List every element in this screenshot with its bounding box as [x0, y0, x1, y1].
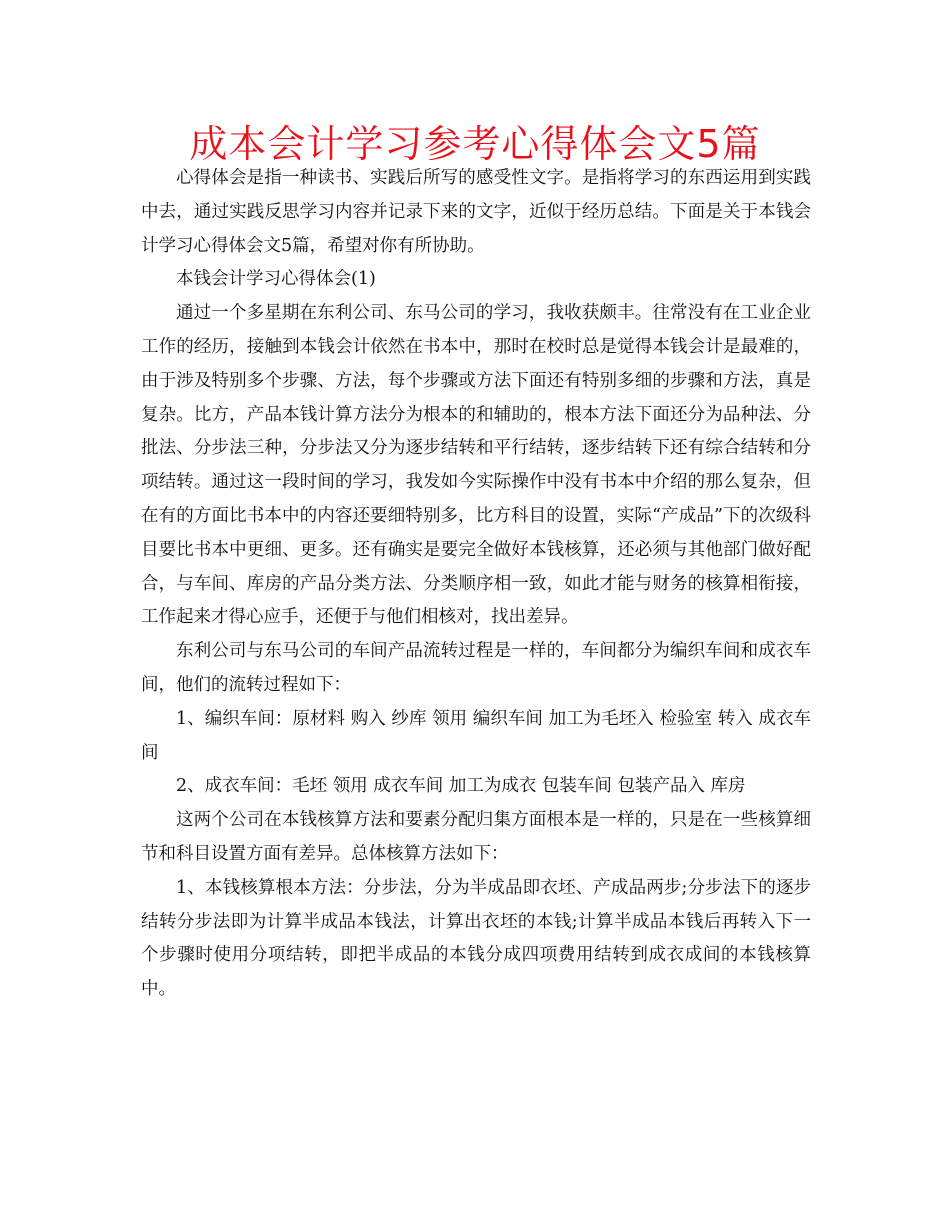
- paragraph-accounting-methods: 这两个公司在本钱核算方法和要素分配归集方面根本是一样的，只是在一些核算细节和科目设置方面有差异。总体核算方法如下：: [141, 810, 811, 864]
- document-title: 成本会计学习参考心得体会文5篇: [189, 122, 761, 166]
- paragraph-workshop-flow: 东利公司与东马公司的车间产品流转过程是一样的，车间都分为编织车间和成衣车间，他们的流转过程如下：: [141, 641, 811, 695]
- list-item-knitting-workshop: 1、编织车间：原材料 购入 纱库 领用 编织车间 加工为毛坯入 检验室 转入 成衣车间: [141, 708, 811, 763]
- document-body: [141, 162, 811, 1007]
- paragraph-study-experience: 通过一个多星期在东利公司、东马公司的学习，我收获颇丰。往常没有在工业企业工作的经历，接触到本钱会计依然在书本中，那时在校时总是觉得本钱会计是最难的，由于涉及特别多个步骤、方法，每个步骤或方法下面还有特别多细的步骤和方法，真是复杂。比方，产品本钱计算方法分为根本的和辅助的，根本方法下面还分为品种法、分批法、分步法三种，分步法又分为逐步结转和平行结转，逐步结转下还有综合结转和分项结转。通过这一段时间的学习，我发如今实际操作中没有书本中介绍的那么复杂，但在有的方面比书本中的内容还要细特别多，比方科目的设置，实际“产成品”下的次级科目要比书本中更细、更多。还有确实是要完全做好本钱核算，还必须与其他部门做好配合，与车间、库房的产品分类方法、分类顺序相一致，如此才能与财务的核算相衔接，工作起来才得心应手，还便于与他们相核对，找出差异。: [141, 303, 811, 628]
- list-item-garment-workshop: 2、成衣车间：毛坯 领用 成衣车间 加工为成衣 包装车间 包装产品入 库房: [176, 776, 746, 797]
- list-item-basic-method: 1、本钱核算根本方法：分步法，分为半成品即衣坯、产成品两步;分步法下的逐步结转分步法即为计算半成品本钱法，计算出衣坯的本钱;计算半成品本钱后再转入下一个步骤时使用分项结转，即把半成品的本钱分成四项费用结转到成衣成间的本钱核算中。: [141, 877, 811, 1000]
- section-heading: 本钱会计学习心得体会(1): [176, 269, 376, 290]
- paragraph-intro: 心得体会是指一种读书、实践后所写的感受性文字。是指将学习的东西运用到实践中去，通过实践反思学习内容并记录下来的文字，近似于经历总结。下面是关于本钱会计学习心得体会文5篇，希望对你有所协助。: [141, 168, 811, 256]
